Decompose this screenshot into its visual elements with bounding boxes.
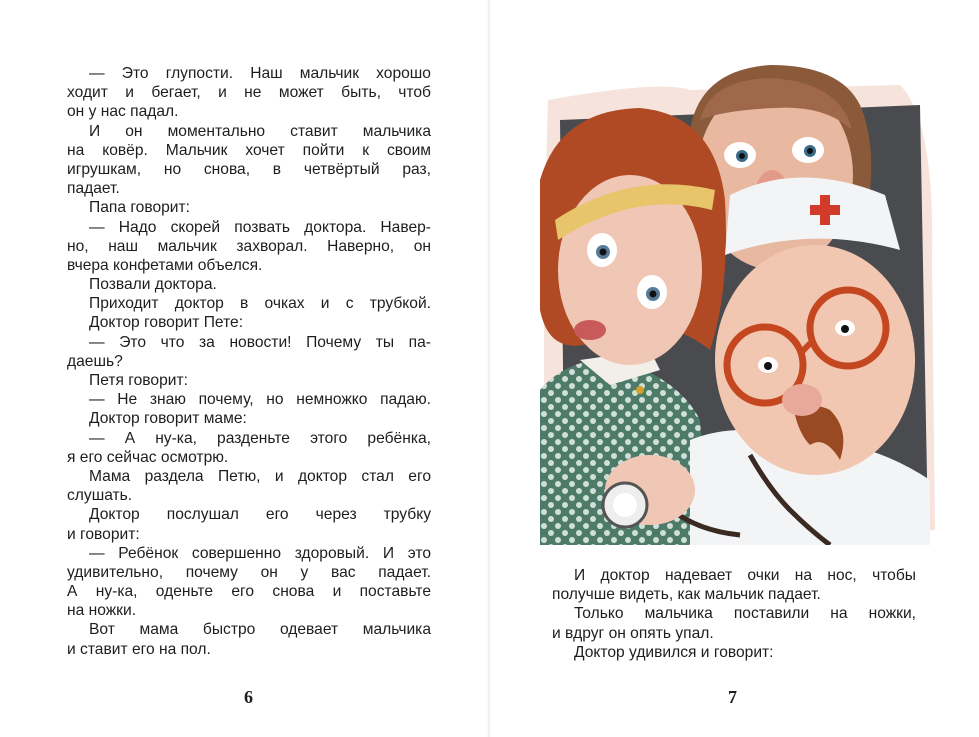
text-line: — Надо скорей позвать доктора. Навер- bbox=[89, 218, 431, 236]
text-line: получше видеть, как мальчик падает. bbox=[552, 586, 821, 604]
text-line: Доктор удивился и говорит: bbox=[574, 643, 774, 661]
text-line: но, наш мальчик захворал. Наверно, он bbox=[67, 237, 431, 255]
page-number-right: 7 bbox=[728, 687, 737, 707]
text-line: И доктор надевает очки на нос, чтобы bbox=[574, 567, 916, 584]
text-line: Папа говорит: bbox=[89, 199, 190, 217]
text-line: Вот мама быстро одевает мальчика bbox=[89, 621, 431, 639]
text-line: — Не знаю почему, но немножко падаю. bbox=[89, 391, 431, 409]
text-line: Позвали доктора. bbox=[89, 276, 217, 294]
right-page-text bbox=[552, 566, 916, 662]
text-line: игрушкам, но снова, в четвёртый раз, bbox=[67, 160, 431, 178]
text-line: И он моментально ставит мальчика bbox=[89, 122, 431, 140]
text-line: я его сейчас осмотрю. bbox=[67, 448, 229, 466]
text-line: на ножки. bbox=[67, 602, 137, 620]
text-line: — А ну-ка, разденьте этого ребёнка, bbox=[89, 429, 431, 447]
text-line: — Это глупости. Наш мальчик хорошо bbox=[89, 65, 431, 82]
page-number-left: 6 bbox=[244, 687, 253, 707]
text-line: падает. bbox=[67, 180, 120, 198]
text-line: А ну-ка, оденьте его снова и поставьте bbox=[67, 583, 431, 601]
left-page bbox=[0, 0, 489, 737]
text-line: — Это что за новости! Почему ты па- bbox=[89, 333, 431, 351]
text-line: ходит и бегает, и не может быть, чтоб bbox=[67, 84, 431, 102]
text-line: Доктор говорит маме: bbox=[89, 410, 247, 428]
text-line: Только мальчика поставили на ножки, bbox=[574, 605, 916, 623]
left-page-text bbox=[67, 64, 431, 659]
text-line: и вдруг он опять упал. bbox=[552, 624, 714, 642]
text-line: Приходит доктор в очках и с трубкой. bbox=[89, 295, 431, 313]
text-line: вчера конфетами объелся. bbox=[67, 256, 263, 274]
text-line: на ковёр. Мальчик хочет пойти к своим bbox=[67, 141, 431, 159]
text-line: даешь? bbox=[67, 352, 123, 370]
text-line: удивительно, почему он у вас падает. bbox=[67, 563, 431, 581]
text-line: и ставит его на пол. bbox=[67, 640, 211, 658]
illustration-doctor-family bbox=[540, 60, 940, 545]
text-line: Мама раздела Петю, и доктор стал его bbox=[89, 467, 431, 485]
text-line: Доктор говорит Пете: bbox=[89, 314, 244, 332]
text-line: слушать. bbox=[67, 487, 133, 505]
text-line: он у нас падал. bbox=[67, 103, 179, 121]
text-line: — Ребёнок совершенно здоровый. И это bbox=[89, 544, 431, 562]
text-line: и говорит: bbox=[67, 525, 140, 543]
text-line: Петя говорит: bbox=[89, 372, 188, 389]
text-line: Доктор послушал его через трубку bbox=[89, 506, 431, 524]
